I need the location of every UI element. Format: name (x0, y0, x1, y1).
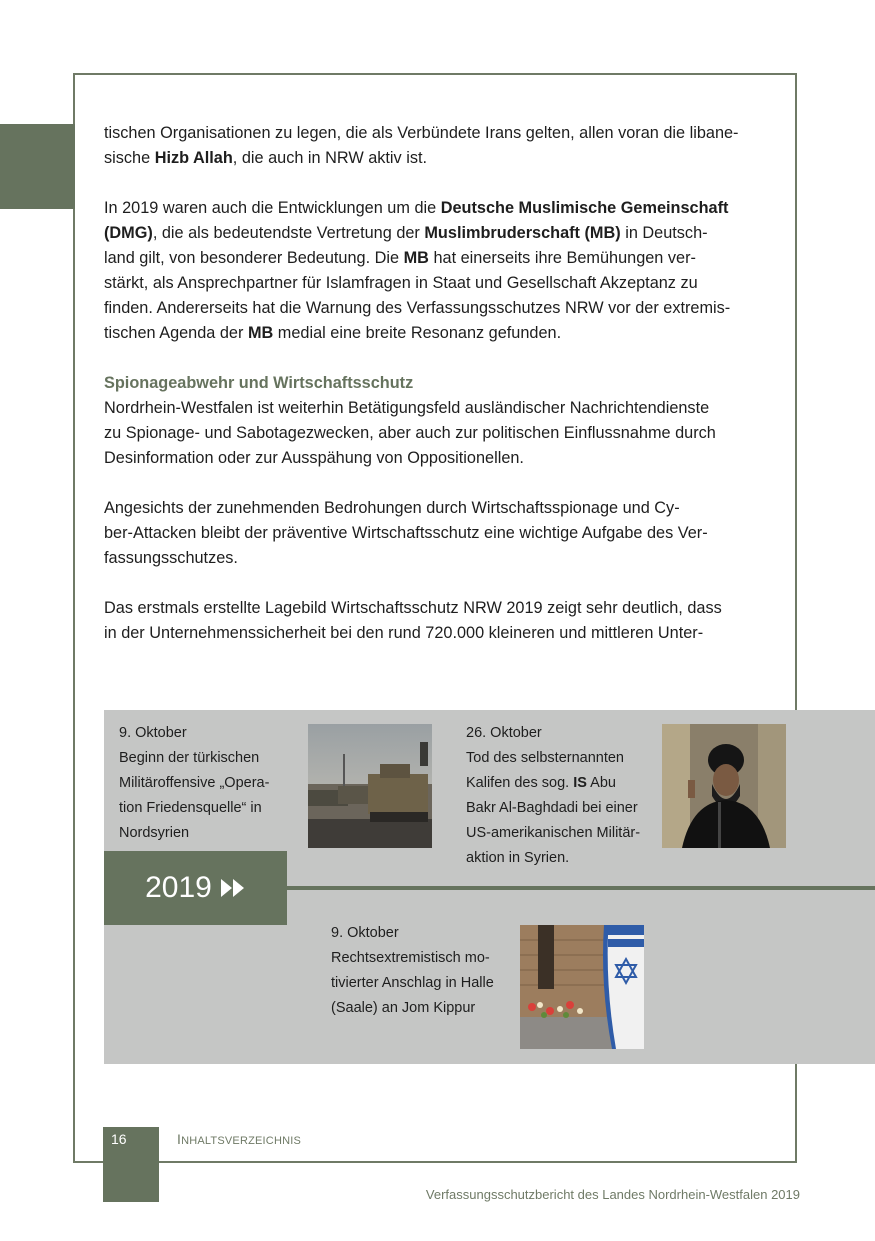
report-title: Verfassungsschutzbericht des Landes Nordrhein-Westfalen 2019 (425, 1187, 800, 1202)
halle-image (520, 925, 644, 1049)
page-number: 16 (111, 1131, 127, 1147)
paragraph-dmg: In 2019 waren auch die Entwicklungen um die Deutsche Muslimische Gemeinschaft (DMG), die als bedeutendste Vertretung der Muslimbruderschaft (MB) in Deutsch- land gilt, von besonderer Bedeutung. Die MB hat einerseits ihre Bemühungen ver- stärkt, als Ansprechpartner für Islamfragen in Staat und Gesellschaft Akzeptanz zu finden. Andererseits hat die Warnung des Verfassungsschutzes NRW vor der extremis- tischen Agenda der MB medial eine breite Resonanz gefunden. (104, 199, 731, 342)
term-mb: Muslimbruderschaft (MB) (424, 224, 621, 242)
timeline-box (104, 710, 875, 1064)
body-text (104, 121, 772, 671)
paragraph-wirtschaftsschutz: Angesichts der zunehmenden Bedrohungen durch Wirtschaftsspionage und Cy- ber-Attacken bleibt der präventive Wirtschaftsschutz eine wichtige Aufgabe des Ver- fassungsschutzes. (104, 499, 708, 567)
paragraph-hizb-allah: tischen Organisationen zu legen, die als Verbündete Irans gelten, allen voran die libane- sische Hizb Allah, die auch in NRW aktiv ist. (104, 124, 739, 167)
timeline-year: 2019 (145, 871, 212, 904)
photo-al-baghdadi (662, 724, 786, 848)
event-date: 9. Oktober (331, 925, 399, 941)
event-turkish-offensive: 9. Oktober Beginn der türkischen Militäroffensive „Opera- tion Friedensquelle“ in Nordsyrien (119, 721, 299, 846)
tanks-image (308, 724, 432, 848)
event-halle-attack: 9. Oktober Rechtsextremistisch mo- tivierter Anschlag in Halle (Saale) an Jom Kippur (331, 921, 511, 1021)
term-dmg: Deutsche Muslimische Gemeinschaft (440, 199, 729, 217)
term-dmg-abbr: (DMG) (104, 224, 153, 242)
chapter-tab (0, 124, 75, 209)
portrait-image (662, 724, 786, 848)
term-mb-short: MB (403, 249, 429, 267)
toc-link[interactable]: INHALTSVERZEICHNIS (177, 1131, 302, 1147)
event-date: 9. Oktober (119, 725, 187, 741)
fast-forward-icon (220, 878, 246, 898)
event-al-baghdadi: 26. Oktober Tod des selbsternannten Kalifen des sog. IS Abu Bakr Al-Baghdadi bei einer US-amerikanischen Militär- aktion in Syrien. (466, 721, 666, 871)
event-date: 26. Oktober (466, 725, 542, 741)
paragraph-spionage: Spionageabwehr und Wirtschaftsschutz Nordrhein-Westfalen ist weiterhin Betätigungsfeld ausländischer Nachrichtendienste zu Spionage- und Sabotagezwecken, aber auch zur politischen Einflussnahme durch Desinformation oder zur Ausspähung von Oppositionellen. (104, 371, 772, 471)
photo-tanks (308, 724, 432, 848)
term-mb-short-2: MB (247, 324, 274, 342)
term-hizb-allah: Hizb Allah (154, 149, 233, 167)
timeline-year-badge (104, 851, 287, 925)
timeline-line (287, 886, 875, 890)
paragraph-lagebild: Das erstmals erstellte Lagebild Wirtschaftsschutz NRW 2019 zeigt sehr deutlich, dass in der Unternehmenssicherheit bei den rund 720.000 kleineren und mittleren Unter- (104, 599, 722, 642)
photo-halle (520, 925, 644, 1049)
section-title: Spionageabwehr und Wirtschaftsschutz (104, 374, 414, 392)
